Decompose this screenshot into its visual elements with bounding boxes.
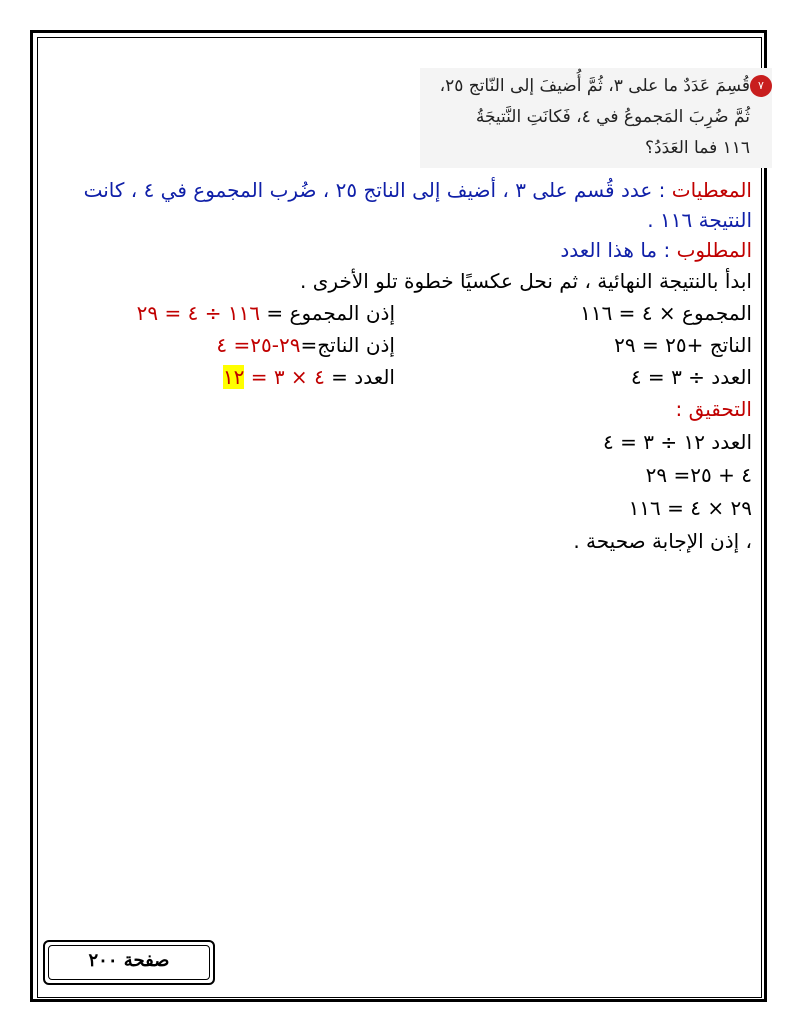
step-3-conclusion [223, 365, 395, 389]
verify-line-2: ٤ + ٢٥= ٢٩ [645, 463, 752, 487]
verify-line-3: ٢٩ × ٤ = ١١٦ [628, 496, 752, 520]
page-number-box [43, 940, 215, 985]
givens-text: : عدد قُسم على ٣ ، أضيف إلى الناتج ٢٥ ، ضُرب المجموع في ٤ ، كانت [83, 178, 666, 202]
step-3-equation: العدد ÷ ٣ = ٤ [630, 365, 752, 389]
page-number: صفحة ٢٠٠ [88, 950, 170, 971]
verify-label: التحقيق : [675, 397, 752, 421]
givens-line-2: النتيجة ١١٦ . [647, 208, 752, 232]
problem-number-badge: ٧ [750, 75, 772, 97]
step-3-label: العدد = [331, 365, 395, 389]
verify-line-1: العدد ١٢ ÷ ٣ = ٤ [602, 430, 752, 454]
intro-text: ابدأ بالنتيجة النهائية ، ثم نحل عكسيًا خطوة تلو الأخرى . [300, 269, 752, 293]
step-3-calc: ٤ × ٣ = [250, 365, 325, 389]
step-2-label: إذن الناتج= [300, 333, 395, 357]
step-1-calc: ١١٦ ÷ ٤ = ٢٩ [136, 301, 261, 325]
required-text: : ما هذا العدد [560, 238, 671, 262]
step-1-label: إذن المجموع = [266, 301, 395, 325]
final-answer: ١٢ [222, 365, 245, 389]
required-line [560, 238, 752, 262]
problem-box [420, 68, 772, 168]
required-label: المطلوب [676, 238, 752, 262]
givens-label: المعطيات [671, 178, 752, 202]
step-1-conclusion [137, 301, 395, 325]
givens-line-1 [84, 178, 752, 202]
problem-line-1: قُسِمَ عَدَدٌ ما على ٣، ثُمَّ أُضيفَ إلى النّاتج ٢٥، [439, 76, 750, 96]
conclusion-text: ، إذن الإجابة صحيحة . [573, 529, 752, 553]
problem-line-3: ١١٦ فما العَدَدُ؟ [645, 138, 750, 158]
step-2-conclusion [216, 333, 395, 357]
problem-line-2: ثُمَّ ضُرِبَ المَجموعُ في ٤، فَكانَتِ النَّتيجَةُ [475, 107, 750, 127]
step-1-equation: المجموع × ٤ = ١١٦ [580, 301, 752, 325]
step-2-calc: ٢٩-٢٥= ٤ [216, 333, 301, 357]
step-2-equation: الناتج +٢٥ = ٢٩ [614, 333, 752, 357]
